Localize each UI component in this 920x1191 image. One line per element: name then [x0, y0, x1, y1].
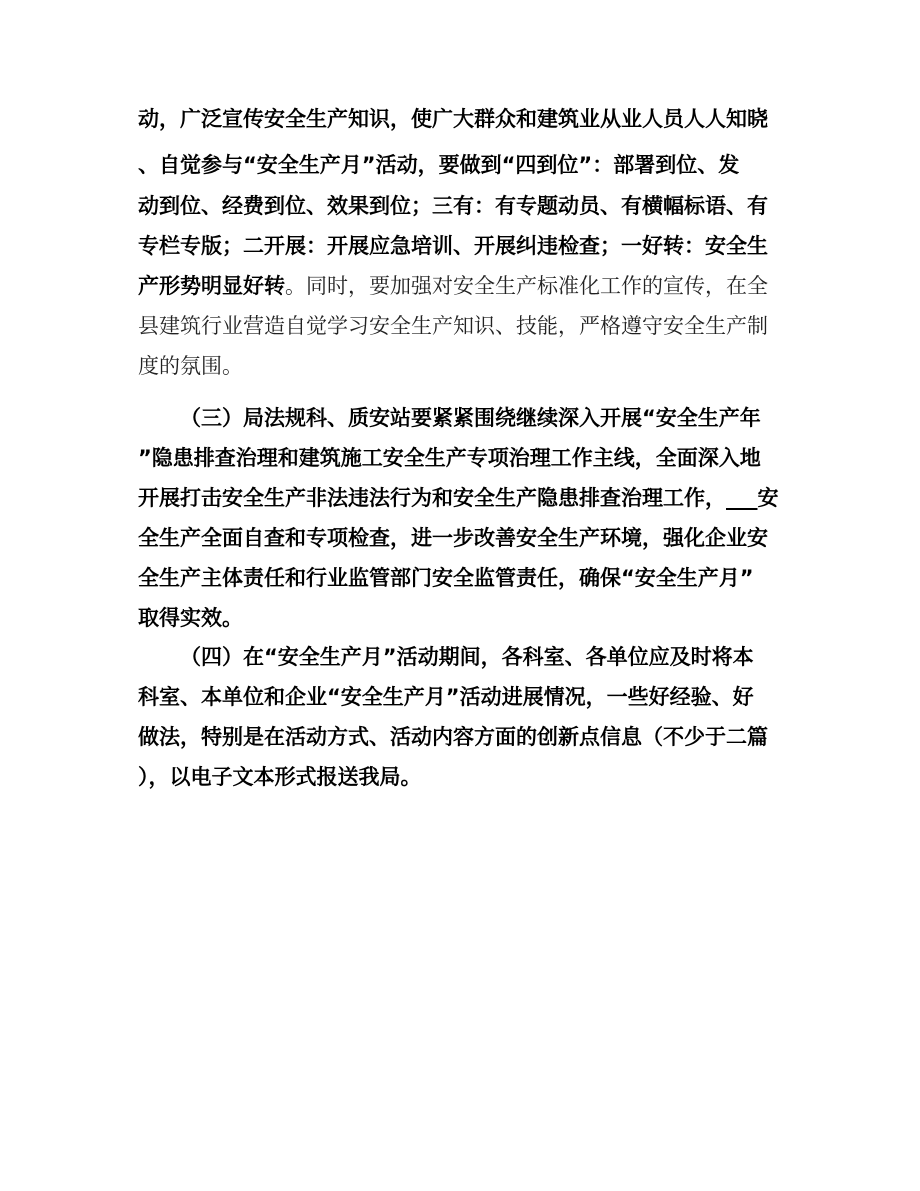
normal-text: 。同时，要加强对安全生产标准化工作的宣传，在全: [285, 274, 768, 298]
bold-text: 开展打击安全生产非法违法行为和安全生产隐患排查治理工作，___安: [138, 486, 779, 510]
bold-text: 全生产主体责任和行业监管部门安全监管责任，确保“安全生产月”: [138, 566, 754, 590]
bold-text: ），以电子文本形式报送我局。: [138, 765, 422, 789]
paragraph-line: [138, 478, 778, 518]
paragraph-line: [138, 717, 778, 757]
bold-text: 专栏专版；二开展：开展应急培训、开展纠违检查；一好转：安全生: [138, 234, 768, 258]
paragraph-line-indented: [180, 398, 780, 438]
paragraph-line: [138, 266, 778, 306]
paragraph-line: [138, 145, 778, 185]
paragraph-line: [138, 438, 778, 478]
bold-text: 做法，特别是在活动方式、活动内容方面的创新点信息（不少于二篇: [138, 725, 768, 749]
paragraph-line-indented: [180, 637, 780, 677]
paragraph-line: [138, 598, 778, 638]
paragraph-line: [138, 558, 778, 598]
bold-text: （四）在“安全生产月”活动期间，各科室、各单位应及时将本: [180, 645, 754, 669]
bold-text: 产形势明显好转: [138, 274, 285, 298]
paragraph-line: [138, 226, 778, 266]
bold-text: 科室、本单位和企业“安全生产月”活动进展情况，一些好经验、好: [138, 685, 754, 709]
paragraph-line: [138, 186, 778, 226]
bold-text: （三）局法规科、质安站要紧紧围绕继续深入开展“安全生产年: [180, 406, 761, 430]
bold-text: 动到位、经费到位、效果到位；三有：有专题动员、有横幅标语、有: [138, 194, 768, 218]
paragraph-line: [138, 518, 778, 558]
normal-text: 县建筑行业营造自觉学习安全生产知识、技能，严格遵守安全生产制: [138, 314, 768, 338]
bold-text: ”隐患排查治理和建筑施工安全生产专项治理工作主线，全面深入地: [138, 446, 761, 470]
paragraph-line: [138, 99, 778, 139]
bold-text: 取得实效。: [138, 606, 243, 630]
paragraph-line: [138, 346, 778, 386]
bold-text: 全生产全面自查和专项检查，进一步改善安全生产环境，强化企业安: [138, 526, 768, 550]
bold-text: 动，广泛宣传安全生产知识，使广大群众和建筑业从业人员人人知晓: [138, 107, 768, 131]
paragraph-line: [138, 677, 778, 717]
bold-text: 、自觉参与“安全生产月”活动，要做到“四到位”：部署到位、发: [138, 153, 740, 177]
paragraph-line: [138, 757, 778, 797]
paragraph-line: [138, 306, 778, 346]
normal-text: 度的氛围。: [138, 354, 243, 378]
